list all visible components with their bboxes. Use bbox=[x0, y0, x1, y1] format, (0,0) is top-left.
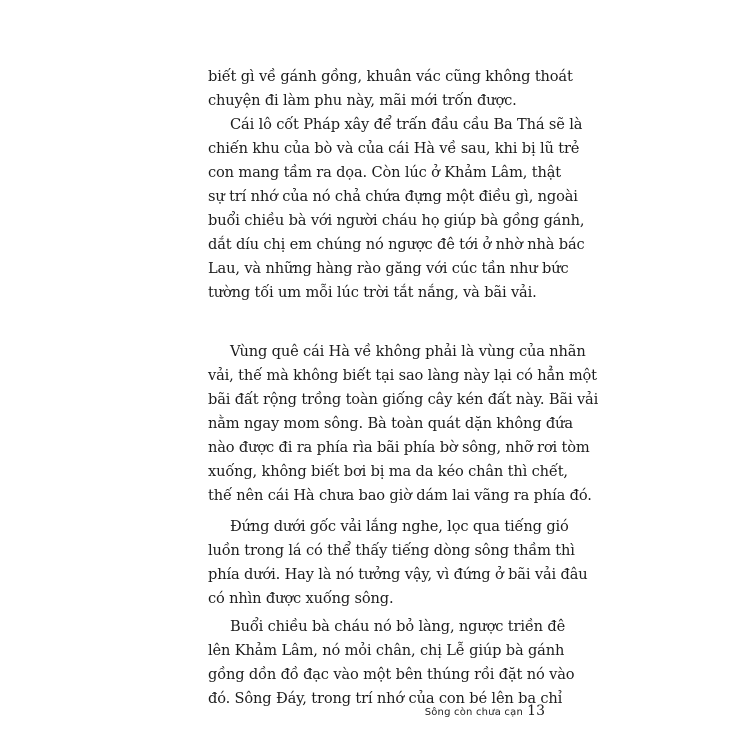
text-line: tường tối um mỗi lúc trời tắt nắng, và bãi vải. bbox=[208, 284, 537, 301]
text-line: Lau, và những hàng rào găng với cúc tần như bức bbox=[208, 260, 569, 277]
text-line: Buổi chiều bà cháu nó bỏ làng, ngược triền đê bbox=[230, 618, 566, 635]
text-line: chuyện đi làm phu này, mãi mới trốn được. bbox=[208, 92, 517, 109]
text-line: thế nên cái Hà chưa bao giờ dám lai vãng ra phía đó. bbox=[208, 487, 592, 504]
text-line: có nhìn được xuống sông. bbox=[208, 590, 394, 607]
text-line: biết gì về gánh gồng, khuân vác cũng không thoát bbox=[208, 68, 573, 85]
running-title: Sông còn chưa cạn bbox=[424, 707, 523, 718]
text-line: con mang tầm ra dọa. Còn lúc ở Khảm Lâm, thật bbox=[208, 164, 561, 181]
text-line: nào được đi ra phía rìa bãi phía bờ sông, nhỡ rơi tòm bbox=[208, 439, 590, 456]
text-line: buổi chiều bà với người cháu họ giúp bà gồng gánh, bbox=[208, 212, 585, 229]
text-line: Đứng dưới gốc vải lắng nghe, lọc qua tiếng gió bbox=[230, 518, 569, 535]
text-line: xuống, không biết bơi bị ma da kéo chân thì chết, bbox=[208, 463, 568, 480]
text-line: gồng dồn đồ đạc vào một bên thúng rồi đặt nó vào bbox=[208, 666, 575, 683]
text-line: dắt díu chị em chúng nó ngược đê tới ở nhờ nhà bác bbox=[208, 236, 585, 253]
text-line: phía dưới. Hay là nó tưởng vậy, vì đứng ở bãi vải đâu bbox=[208, 566, 588, 583]
page-number: 13 bbox=[527, 703, 545, 719]
text-line: lên Khảm Lâm, nó mỏi chân, chị Lễ giúp bà gánh bbox=[208, 642, 565, 659]
text-line: bãi đất rộng trồng toàn giống cây kén đất này. Bãi vải bbox=[208, 391, 599, 408]
text-line: sự trí nhớ của nó chả chứa đựng một điều gì, ngoài bbox=[208, 188, 578, 205]
text-line: Vùng quê cái Hà về không phải là vùng của nhãn bbox=[230, 343, 586, 360]
page-footer bbox=[0, 703, 545, 727]
text-line: đó. Sông Đáy, trong trí nhớ của con bé lên ba chỉ bbox=[208, 690, 563, 707]
text-line: nằm ngay mom sông. Bà toàn quát dặn không đứa bbox=[208, 415, 573, 432]
text-line: luồn trong lá có thể thấy tiếng dòng sông thầm thì bbox=[208, 542, 575, 559]
text-line: vải, thế mà không biết tại sao làng này lại có hẳn một bbox=[208, 367, 597, 384]
text-line: chiến khu của bò và của cái Hà về sau, khi bị lũ trẻ bbox=[208, 140, 580, 157]
text-line: Cái lô cốt Pháp xây để trấn đầu cầu Ba Thá sẽ là bbox=[230, 116, 583, 133]
